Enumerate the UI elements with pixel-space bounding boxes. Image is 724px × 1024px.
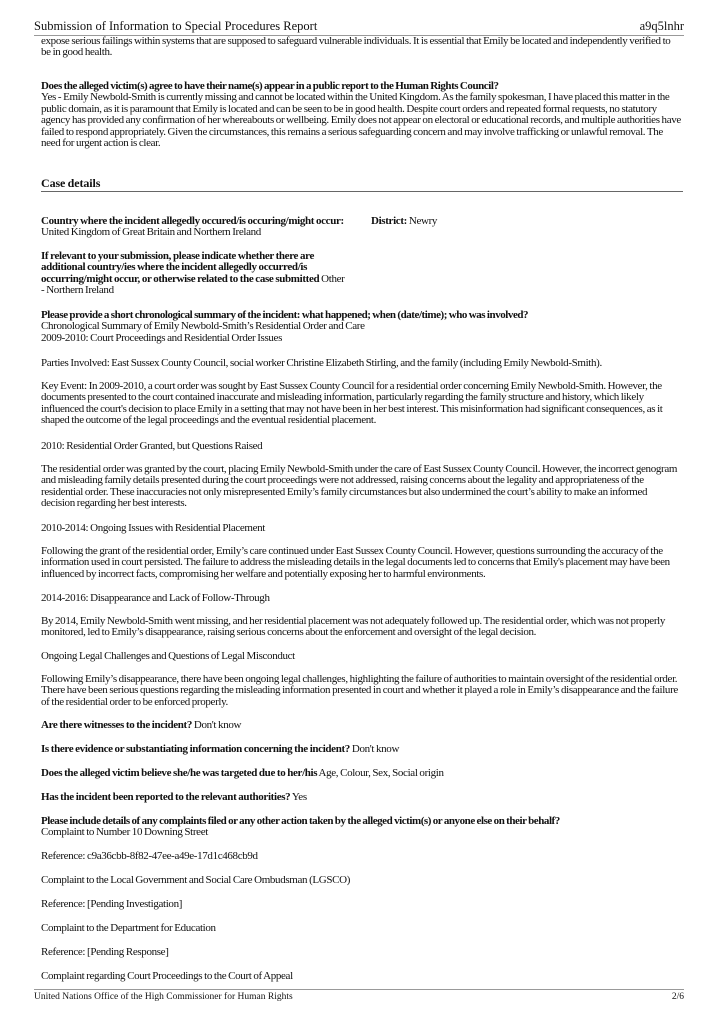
summary-line: Chronological Summary of Emily Newbold-Smith’s Residential Order and Care	[41, 320, 365, 333]
reported-value: Yes	[291, 791, 307, 803]
complaint-line: Reference: c9a36cbb-8f82-47ee-a49e-17d1c468cb9d	[41, 850, 258, 862]
summary-paragraph: 2014-2016: Disappearance and Lack of Follow-Through	[41, 592, 270, 604]
additional-country-label: If relevant to your submission, please indicate whether there are additional country/ies where the incident allegedly occurred/is occurring/might occur, or otherwise related to the case submitted	[41, 250, 320, 285]
district-value: Newry	[408, 215, 438, 227]
consent-question: Does the alleged victim(s) agree to have their name(s) appear in a public report to the Human Rights Council?	[41, 80, 499, 92]
section-title-case-details: Case details	[41, 176, 683, 192]
evidence-value: Don't know	[351, 743, 400, 755]
footer-page-number: 2/6	[671, 992, 684, 1002]
summary-paragraph: Following the grant of the residential order, Emily’s care continued under East Sussex County Council. However, questions surrounding the accuracy of the information used in court persisted. The failure to address the misleading details in the legal documents led to concerns that Emily's placement may have been influenced by incorrect facts, compromising her welfare and potentially exposing her to harmful environments.	[41, 545, 670, 580]
reported-label: Has the incident been reported to the relevant authorities?	[41, 791, 291, 803]
witnesses-value: Don't know	[193, 719, 242, 731]
complaint-line: Complaint regarding Court Proceedings to the Court of Appeal	[41, 970, 293, 982]
targeted-field	[41, 768, 681, 779]
summary-paragraph: Following Emily’s disappearance, there have been ongoing legal challenges, highlighting the failure of authorities to maintain oversight of the residential order. There have been serious questions regarding the misleading information presented in court and whether it played a role in Emily’s disappearance and the failure of the residential order to be enforced properly.	[41, 673, 678, 708]
complaint-line: Complaint to Number 10 Downing Street	[41, 826, 208, 839]
summary-paragraph: 2010: Residential Order Granted, but Questions Raised	[41, 440, 263, 452]
page-footer	[34, 989, 684, 1002]
page-header	[34, 19, 684, 36]
summary-paragraph: By 2014, Emily Newbold-Smith went missing, and her residential placement was not adequately followed up. The residential order, which was not properly monitored, led to Emily’s disappearance, raising serious concerns about the enforcement and oversight of the legal decision.	[41, 615, 666, 639]
targeted-label: Does the alleged victim believe she/he was targeted due to her/his	[41, 767, 318, 779]
complaint-line: Complaint to the Department for Education	[41, 922, 216, 934]
complaints-block	[41, 816, 681, 839]
complaint-line: Complaint to the Local Government and Social Care Ombudsman (LGSCO)	[41, 874, 351, 886]
summary-paragraph: Ongoing Legal Challenges and Questions of Legal Misconduct	[41, 650, 295, 662]
district-field	[371, 216, 437, 227]
country-label: Country where the incident allegedly occured/is occuring/might occur:	[41, 215, 344, 227]
consent-block	[41, 81, 681, 149]
evidence-label: Is there evidence or substantiating information concerning the incident?	[41, 743, 350, 755]
additional-country-value: Other - Northern Ireland	[41, 272, 345, 297]
additional-country-field	[41, 251, 346, 297]
summary-paragraph: Key Event: In 2009-2010, a court order was sought by East Sussex County Council for a residential order concerning Emily Newbold-Smith. However, the documents presented to the court contained inaccurate and misleading information, particularly regarding the family structure and history, which likely influenced the court's decision to place Emily in a setting that may not have been in her best interest. This misinformation had significant consequences, as it shaped the outcome of the legal proceedings and the eventual residential placement.	[41, 380, 663, 427]
intro-continuation: expose serious failings within systems that are supposed to safeguard vulnerable individuals. It is essential that Emily be located and independently verified to be in good health.	[41, 35, 671, 59]
summary-paragraph: The residential order was granted by the court, placing Emily Newbold-Smith under the care of East Sussex County Council. However, the incorrect genogram and misleading family details presented during the court proceedings were not addressed, raising concerns about the legality and appropriateness of the residential order. These inaccuracies not only misrepresented Emily’s family circumstances but also undermined the court’s ability to make an informed decision regarding her best interests.	[41, 463, 678, 510]
country-field	[41, 216, 346, 239]
witnesses-label: Are there witnesses to the incident?	[41, 719, 192, 731]
summary-question: Please provide a short chronological summary of the incident: what happened; when (date/time); who was involved?	[41, 309, 529, 321]
header-code: a9q5lnhr	[639, 19, 684, 33]
footer-org: United Nations Office of the High Commissioner for Human Rights	[34, 992, 293, 1002]
witnesses-field	[41, 720, 681, 731]
complaint-line: Reference: [Pending Investigation]	[41, 898, 183, 910]
targeted-value: Age, Colour, Sex, Social origin	[318, 767, 444, 779]
complaint-line: Reference: [Pending Response]	[41, 946, 169, 958]
country-value: United Kingdom of Great Britain and Northern Ireland	[41, 226, 261, 239]
summary-paragraph: 2010-2014: Ongoing Issues with Residential Placement	[41, 522, 266, 534]
reported-field	[41, 792, 681, 803]
consent-answer: Yes - Emily Newbold-Smith is currently missing and cannot be located within the United Kingdom. As the family spokesman, I have placed this matter in the public domain, as it is paramount that Emily is located and can be seen to be in good health. Despite court orders and repeated formal requests, no statutory agency has provided any confirmation of her whereabouts or wellbeing. Emily does not appear on electoral or educational records, and multiple authorities have failed to respond appropriately. Given the circumstances, this remains a serious safeguarding concern and may involve trafficking or unlawful removal. The need for urgent action is clear.	[41, 91, 681, 150]
summary-line: 2009-2010: Court Proceedings and Residential Order Issues	[41, 331, 283, 344]
summary-paragraph: Parties Involved: East Sussex County Council, social worker Christine Elizabeth Stirling, and the family (including Emily Newbold-Smith).	[41, 357, 602, 369]
complaints-question: Please include details of any complaints filed or any other action taken by the alleged victim(s) or anyone else on their behalf?	[41, 815, 560, 827]
header-title: Submission of Information to Special Procedures Report	[34, 19, 318, 33]
evidence-field	[41, 744, 681, 755]
district-label: District:	[371, 215, 407, 227]
summary-block	[41, 310, 681, 344]
